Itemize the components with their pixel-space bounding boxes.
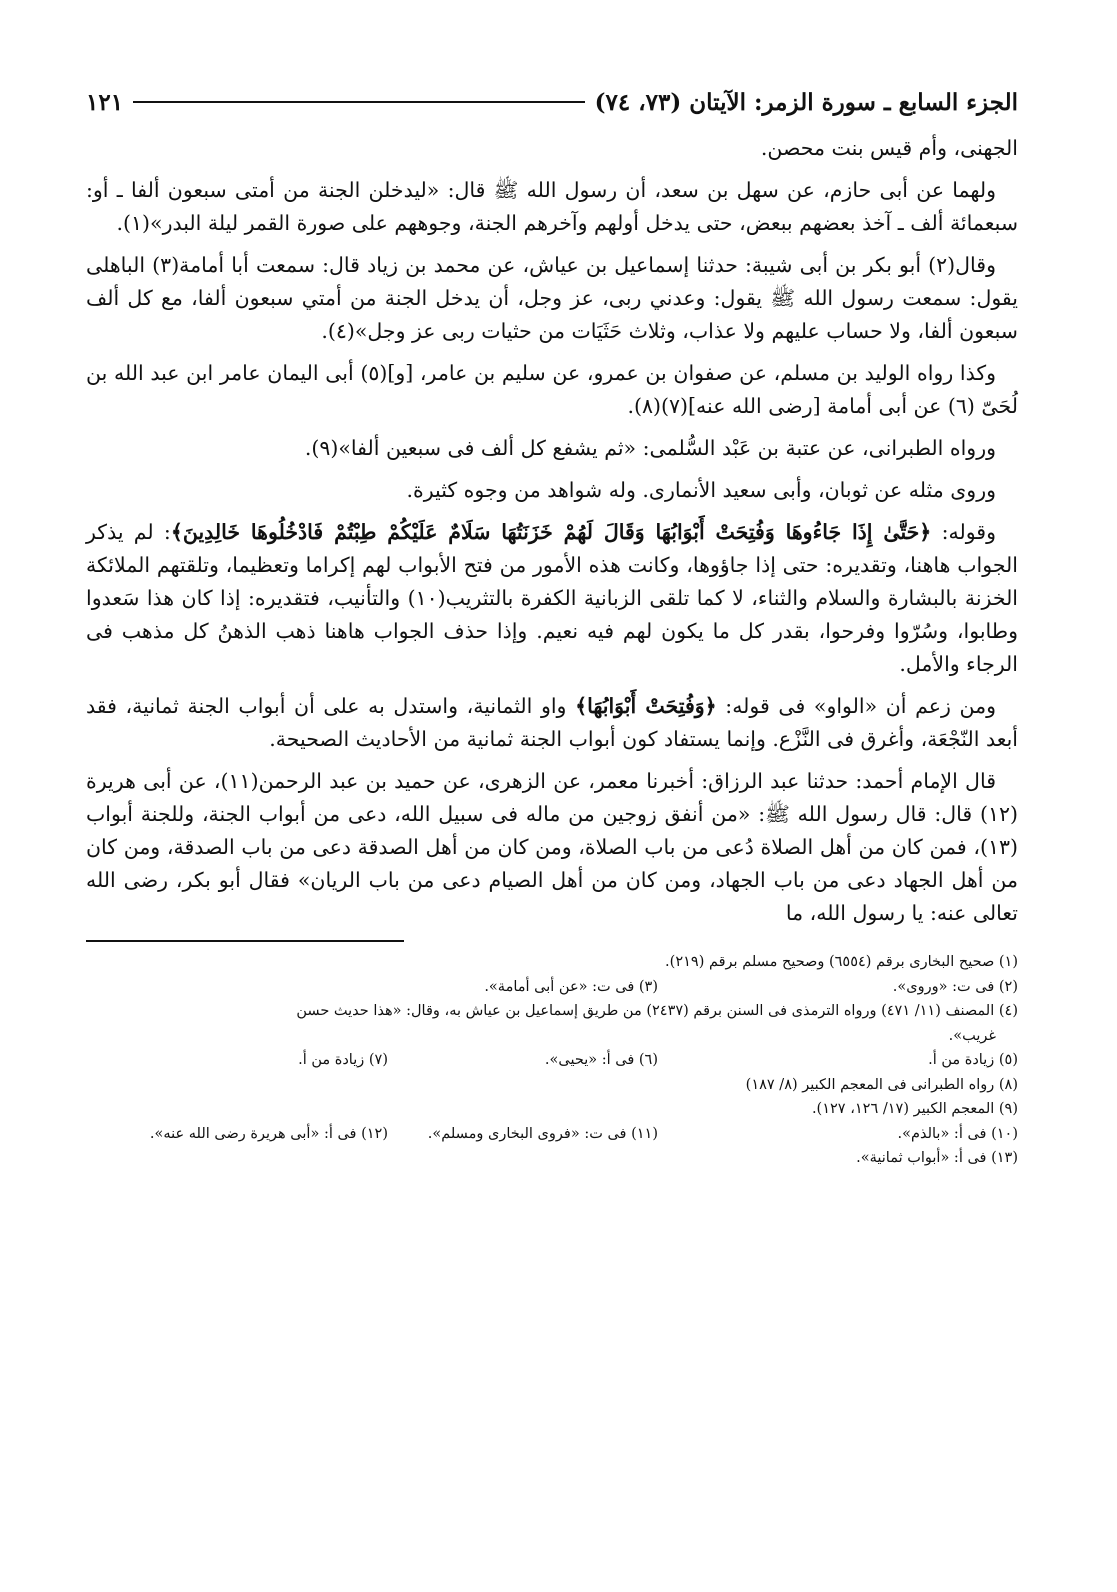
paragraph-body: واو الثمانية، واستدل به على أن أبواب الجنة ثمانية، فقد أبعد النّجْعَة، وأغرق فى النَّزْع. وإنما يستفاد كون أبواب الجنة ثمانية من الأحاديث الصحيحة. <box>86 694 1018 751</box>
quran-verse: ﴿وَفُتِحَتْ أَبْوَابُهَا﴾ <box>575 694 717 718</box>
page-number: ١٢١ <box>86 88 124 116</box>
footnote-4: (٤) المصنف (١١/ ٤٧١) ورواه الترمذى فى السنن برقم (٢٤٣٧) من طريق إسماعيل بن عياش به، وقال: «هذا حديث حسن <box>296 1003 1018 1019</box>
footnotes <box>86 950 1018 1171</box>
paragraph: وروى مثله عن ثوبان، وأبى سعيد الأنمارى. وله شواهد من وجوه كثيرة. <box>406 478 996 502</box>
paragraph: الجهنى، وأم قيس بنت محصن. <box>760 136 1018 160</box>
main-text <box>86 132 1018 930</box>
paragraph-with-verse <box>86 516 1018 681</box>
footnote-row <box>86 975 1018 1000</box>
paragraph: ورواه الطبرانى، عن عتبة بن عَبْد السُّلمى: «ثم يشفع كل ألف فى سبعين ألفا»(٩). <box>304 436 996 460</box>
footnote-8: (٨) رواه الطبرانى فى المعجم الكبير (٨/ ١٨٧) <box>745 1076 1018 1093</box>
paragraph-lead: وقوله: <box>931 520 996 544</box>
running-title: الجزء السابع ـ سورة الزمر: الآيتان (٧٣، ٧٤) <box>594 88 1018 116</box>
paragraph-separator: : <box>153 520 171 544</box>
footnote-row <box>86 1048 1018 1073</box>
footnote-row <box>86 1122 1018 1147</box>
footnote-13: (١٣) فى أ: «أبواب ثمانية». <box>856 1150 1018 1166</box>
footnote-6: (٦) فى أ: «يحيى». <box>544 1052 658 1068</box>
paragraph-lead: ومن زعم أن «الواو» فى قوله: <box>716 694 996 718</box>
footnote-10: (١٠) فى أ: «بالذم». <box>897 1125 1018 1142</box>
footnote-4-continued: غريب». <box>948 1027 996 1044</box>
footnote-11: (١١) فى ت: «فروى البخارى ومسلم». <box>427 1125 658 1142</box>
footnote-2: (٢) فى ت: «وروى». <box>892 978 1018 995</box>
paragraph: وقال(٢) أبو بكر بن أبى شيبة: حدثنا إسماعيل بن عياش، عن محمد بن زياد قال: سمعت أبا أمامة(٣) الباهلى يقول: سمعت رسول الله ﷺ يقول: وعدني ربى، عز وجل، أن يدخل الجنة من أمتي سبعون ألفا، مع كل ألف سبعون ألفا، ولا حساب عليهم ولا عذاب، وثلاث حَثَيَات من حثيات ربى عز وجل»(٤). <box>86 253 1019 343</box>
footnote-12: (١٢) فى أ: «أبى هريرة رضى الله عنه». <box>149 1125 388 1142</box>
paragraph-with-verse <box>86 690 1018 756</box>
paragraph-body: لم يذكر الجواب هاهنا، وتقديره: حتى إذا جاؤوها، وكانت هذه الأمور من فتح الأبواب لهم إكراما وتعظيما، وتلقتهم الملائكة الخزنة بالبشارة والسلام والثناء، لا كما تلقى الزبانية الكفرة بالتثريب(١٠) والتأنيب، فتقديره: إذا كان هذا سَعدوا وطابوا، وسُرّوا وفرحوا، بقدر كل ما يكون لهم فيه نعيم. وإذا حذف الجواب هاهنا ذهب الذهنُ كل مذهب فى الرجاء والأمل. <box>86 520 1019 676</box>
footnote-9: (٩) المعجم الكبير (١٧/ ١٢٦، ١٢٧). <box>811 1101 1018 1117</box>
footnote-rule <box>86 940 404 942</box>
paragraph-separator <box>566 694 575 718</box>
quran-verse: ﴿حَتَّىٰ إِذَا جَاءُوهَا وَفُتِحَتْ أَبْوَابُهَا وَقَالَ لَهُمْ خَزَنَتُهَا سَلَامٌ عَلَيْكُمْ طِبْتُمْ فَادْخُلُوهَا خَالِدِينَ﴾ <box>170 520 932 544</box>
paragraph: قال الإمام أحمد: حدثنا عبد الرزاق: أخبرنا معمر، عن الزهرى، عن حميد بن عبد الرحمن(١١)، عن أبى هريرة (١٢) قال: قال رسول الله ﷺ: «من أنفق زوجين من ماله فى سبيل الله، دعى من أبواب الجنة، وللجنة أبواب (١٣)، فمن كان من أهل الصلاة دُعى من باب الصلاة، ومن كان من أهل الصدقة دعى من باب الصدقة، ومن كان من أهل الجهاد دعى من باب الجهاد، ومن كان من أهل الصيام دعى من باب الريان» فقال أبو بكر، رضى الله تعالى عنه: يا رسول الله، ما <box>86 769 1018 925</box>
running-header <box>86 82 1018 122</box>
footnote-5: (٥) زيادة من أ. <box>928 1052 1018 1068</box>
footnote-1: (١) صحيح البخارى برقم (٦٥٥٤) وصحيح مسلم برقم (٢١٩). <box>665 954 1018 970</box>
footnote-3: (٣) فى ت: «عن أبى أمامة». <box>484 978 658 995</box>
header-rule <box>133 101 585 103</box>
paragraph: ولهما عن أبى حازم، عن سهل بن سعد، أن رسول الله ﷺ قال: «ليدخلن الجنة من أمتى سبعون ألفا ـ أو: سبعمائة ألف ـ آخذ بعضهم ببعض، حتى يدخل أولهم وآخرهم الجنة، وجوههم على صورة القمر ليلة البدر»(١). <box>86 178 1018 235</box>
footnote-7: (٧) زيادة من أ. <box>298 1052 388 1068</box>
paragraph: وكذا رواه الوليد بن مسلم، عن صفوان بن عمرو، عن سليم بن عامر، [و](٥) أبى اليمان عامر ابن عبد الله بن لُحَىّ (٦) عن أبى أمامة [رضى الله عنه](٧)(٨). <box>86 361 1018 418</box>
book-page <box>86 82 1018 1552</box>
